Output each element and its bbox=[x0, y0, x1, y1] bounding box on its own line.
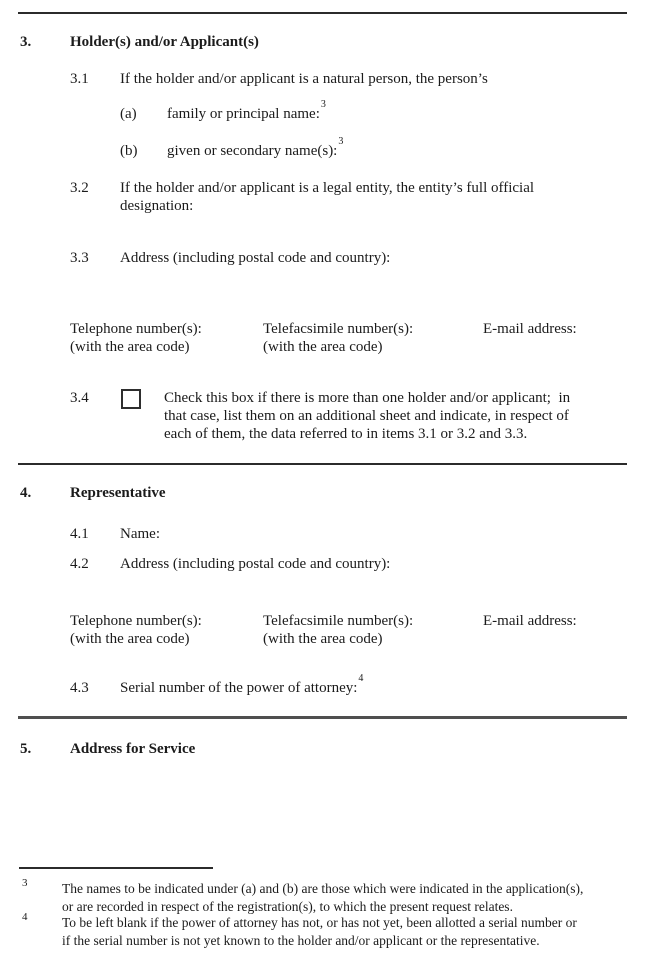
item-3-3-label: Address (including postal code and country): bbox=[120, 250, 391, 266]
telephone-area-code-note: (with the area code) bbox=[70, 339, 190, 355]
item-3-1-b bbox=[0, 136, 645, 160]
footnote-ref-4: 4 bbox=[358, 673, 364, 684]
footnote-4-text bbox=[62, 914, 577, 950]
item-4-3-label bbox=[120, 673, 364, 697]
footnote-4-marker: 4 bbox=[22, 911, 28, 923]
item-3-4-number: 3.4 bbox=[70, 390, 89, 406]
footnote-3-line1: The names to be indicated under (a) and (b) are those which were indicated in the application(s), bbox=[62, 881, 584, 896]
item-3-4-label bbox=[164, 389, 570, 443]
section5-number: 5. bbox=[20, 741, 32, 757]
item-4-1-label: Name: bbox=[120, 526, 160, 542]
item-3-2-number: 3.2 bbox=[70, 180, 89, 196]
footnote-4-line2: if the serial number is not yet known to the holder and/or applicant or the representative. bbox=[62, 933, 540, 948]
item-3-4-line1: Check this box if there is more than one holder and/or applicant; in bbox=[164, 390, 571, 406]
item-4-1 bbox=[0, 525, 645, 543]
section-divider-mid1 bbox=[18, 463, 627, 465]
item-4-2-number: 4.2 bbox=[70, 556, 89, 572]
item-3-1-a bbox=[0, 99, 645, 123]
fax-area-code-note: (with the area code) bbox=[263, 631, 383, 647]
telephone-label-block bbox=[70, 320, 202, 356]
footnote-3-text bbox=[62, 880, 583, 916]
email-label-block bbox=[483, 612, 577, 630]
section-divider-top bbox=[18, 12, 627, 14]
fax-label: Telefacsimile number(s): bbox=[263, 613, 414, 629]
item-3-1-a-marker: (a) bbox=[120, 106, 137, 122]
footnote-divider bbox=[19, 867, 213, 869]
item-4-3 bbox=[0, 673, 645, 697]
email-label: E-mail address: bbox=[483, 613, 577, 629]
footnote-ref-3: 3 bbox=[320, 99, 326, 110]
item-3-1-b-marker: (b) bbox=[120, 143, 138, 159]
item-3-2-line1: If the holder and/or applicant is a legal entity, the entity’s full official bbox=[120, 180, 535, 196]
section5-title: Address for Service bbox=[70, 741, 196, 757]
section5-heading bbox=[0, 740, 645, 758]
more-than-one-holder-checkbox[interactable] bbox=[121, 389, 141, 409]
item-4-1-number: 4.1 bbox=[70, 526, 89, 542]
section3-heading bbox=[0, 33, 645, 51]
fax-label: Telefacsimile number(s): bbox=[263, 321, 414, 337]
telephone-label: Telephone number(s): bbox=[70, 613, 202, 629]
email-label: E-mail address: bbox=[483, 321, 577, 337]
item-3-1-label: If the holder and/or applicant is a natural person, the person’s bbox=[120, 71, 488, 87]
telephone-label: Telephone number(s): bbox=[70, 321, 202, 337]
power-of-attorney-serial-label: Serial number of the power of attorney: bbox=[120, 680, 358, 696]
telephone-area-code-note: (with the area code) bbox=[70, 631, 190, 647]
fax-area-code-note: (with the area code) bbox=[263, 339, 383, 355]
item-4-2-label: Address (including postal code and country): bbox=[120, 556, 391, 572]
telephone-label-block bbox=[70, 612, 202, 648]
item-3-3 bbox=[0, 249, 645, 267]
section4-title: Representative bbox=[70, 485, 166, 501]
item-3-4-line2: that case, list them on an additional sheet and indicate, in respect of bbox=[164, 408, 569, 424]
fax-label-block bbox=[263, 612, 413, 648]
item-3-3-number: 3.3 bbox=[70, 250, 89, 266]
item-3-1 bbox=[0, 70, 645, 88]
footnote-4-line1: To be left blank if the power of attorney has not, or has not yet, been allotted a serial number or bbox=[62, 915, 577, 930]
family-name-label: family or principal name: bbox=[167, 106, 320, 122]
section4-number: 4. bbox=[20, 485, 32, 501]
item-3-2-line2: designation: bbox=[120, 198, 194, 214]
item-3-2-label bbox=[120, 179, 534, 215]
item-3-1-number: 3.1 bbox=[70, 71, 89, 87]
footnote-3-line2: or are recorded in respect of the registration(s), to which the present request relates. bbox=[62, 899, 513, 914]
item-3-1-b-label bbox=[167, 136, 344, 160]
section3-title: Holder(s) and/or Applicant(s) bbox=[70, 34, 259, 50]
given-name-label: given or secondary name(s): bbox=[167, 143, 338, 159]
item-3-4-line3: each of them, the data referred to in items 3.1 or 3.2 and 3.3. bbox=[164, 426, 528, 442]
item-4-3-number: 4.3 bbox=[70, 680, 89, 696]
section3-number: 3. bbox=[20, 34, 32, 50]
section4-heading bbox=[0, 484, 645, 502]
footnote-ref-3: 3 bbox=[338, 136, 344, 147]
item-3-1-a-label bbox=[167, 99, 326, 123]
email-label-block bbox=[483, 320, 577, 338]
section-divider-mid2 bbox=[18, 716, 627, 719]
item-4-2 bbox=[0, 555, 645, 573]
footnote-3-marker: 3 bbox=[22, 877, 28, 889]
fax-label-block bbox=[263, 320, 413, 356]
